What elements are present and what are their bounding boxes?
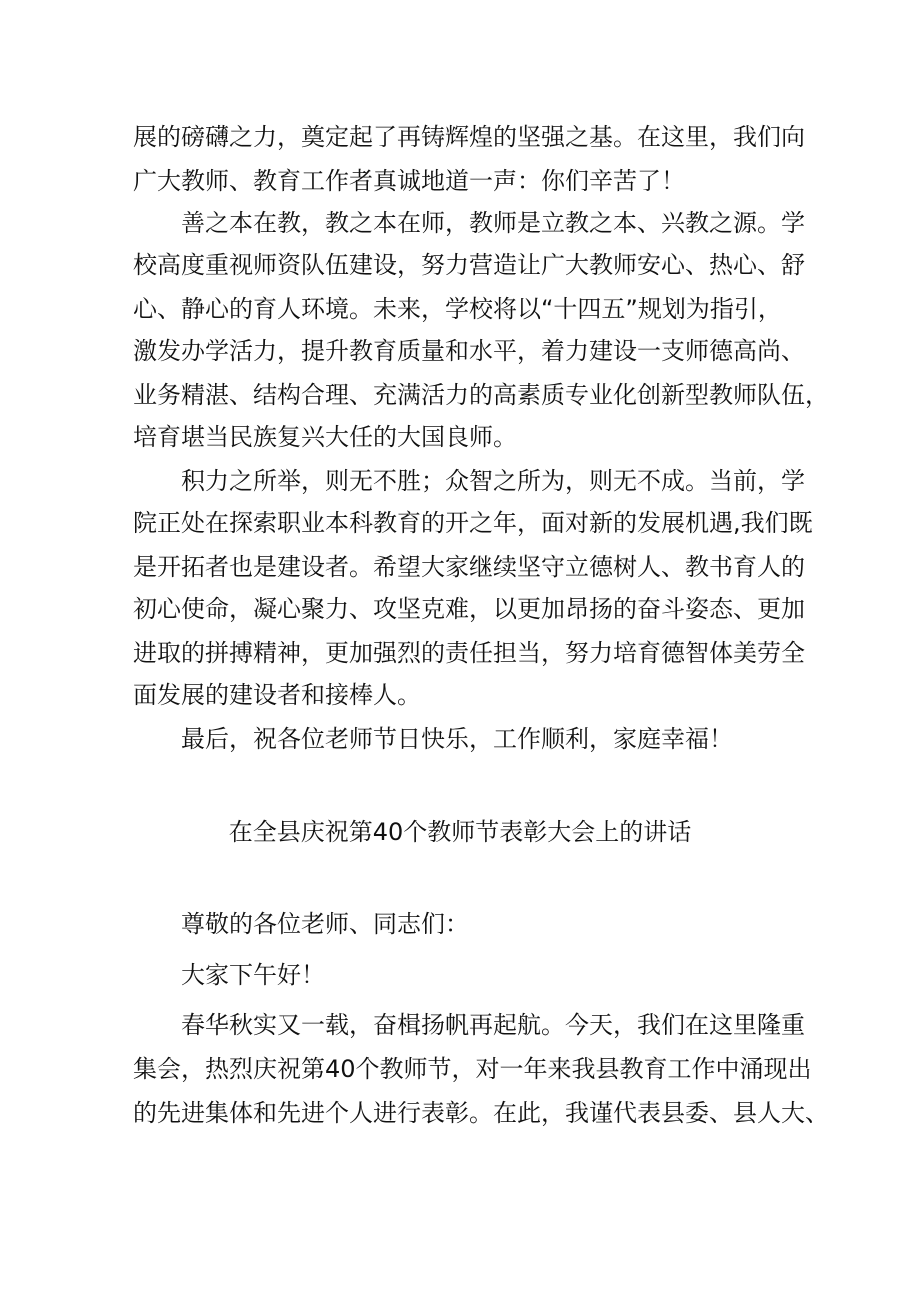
paragraph3-line1: 积力之所举，则无不胜；众智之所为，则无不成。当前，学	[181, 467, 805, 495]
paragraph2-line6: 培育堪当民族复兴大任的大国良师。	[133, 423, 517, 451]
paragraph4-line1: 最后，祝各位老师节日快乐，工作顺利，家庭幸福！	[181, 725, 733, 753]
paragraph2-line1: 善之本在教，教之本在师，教师是立教之本、兴教之源。学	[181, 209, 805, 237]
greeting: 大家下午好！	[181, 961, 325, 989]
paragraph2-line4: 激发办学活力，提升教育质量和水平，着力建设一支师德高尚、	[133, 337, 805, 365]
paragraph5-line2: 集会，热烈庆祝第40个教师节，对一年来我县教育工作中涌现出	[133, 1055, 812, 1083]
paragraph2-line2: 校高度重视师资队伍建设，努力营造让广大教师安心、热心、舒	[133, 251, 805, 279]
paragraph2-line5: 业务精湛、结构合理、充满活力的高素质专业化创新型教师队伍，	[133, 381, 829, 409]
paragraph1-line1: 展的磅礴之力，奠定起了再铸辉煌的坚强之基。在这里，我们向	[133, 123, 805, 151]
paragraph2-line3: 心、静心的育人环境。未来，学校将以“十四五”规划为指引，	[133, 295, 782, 323]
paragraph5-line1: 春华秋实又一载，奋楫扬帆再起航。今天，我们在这里隆重	[181, 1011, 805, 1039]
paragraph5-line3: 的先进集体和先进个人进行表彰。在此，我谨代表县委、县人大、	[133, 1099, 829, 1127]
paragraph3-line6: 面发展的建设者和接棒人。	[133, 681, 421, 709]
paragraph1-line2: 广大教师、教育工作者真诚地道一声：你们辛苦了！	[133, 167, 685, 195]
paragraph3-line5: 进取的拼搏精神，更加强烈的责任担当，努力培育德智体美劳全	[133, 639, 805, 667]
speech-title: 在全县庆祝第40个教师节表彰大会上的讲话	[228, 818, 692, 846]
paragraph3-line2: 院正处在探索职业本科教育的开之年，面对新的发展机遇,我们既	[133, 509, 813, 537]
paragraph3-line4: 初心使命，凝心聚力、攻坚克难，以更加昂扬的奋斗姿态、更加	[133, 595, 805, 623]
paragraph3-line3: 是开拓者也是建设者。希望大家继续坚守立德树人、教书育人的	[133, 553, 805, 581]
salutation: 尊敬的各位老师、同志们：	[181, 910, 469, 938]
